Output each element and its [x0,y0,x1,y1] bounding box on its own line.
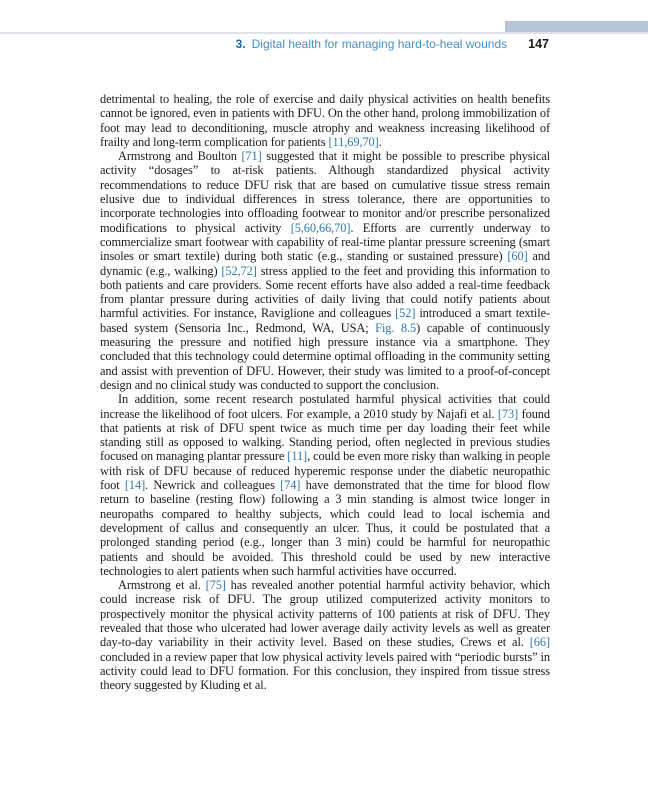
chapter-title: Digital health for managing hard-to-heal wounds [251,37,508,51]
text-run: introduced a smart textile-based system (Sensoria Inc., Redmond, WA, USA; [100,306,550,335]
citation-link[interactable]: [60] [507,249,528,264]
text-run: concluded in a review paper that low physical activity levels paired with “periodic bursts” in activity could lead to DFU formation. For this conclusion, they inspired from tissue stress theory suggested by Kluding et al. [100,649,550,693]
citation-link[interactable]: [52] [395,306,416,321]
text-run: and dynamic (e.g., walking) [100,249,551,278]
header-accent-bar [505,21,648,32]
text-run: . Efforts are currently underway to commercialize smart footwear with capability of real-time plantar pressure screening (smart insoles or smart textile) during both static (e.g., standing or sustained pressure) [100,220,550,264]
citation-link[interactable]: [66] [529,635,550,650]
citation-link[interactable]: Fig. 8.5 [375,320,417,335]
page-number: 147 [528,37,549,51]
text-run: stress applied to the feet and providing this information to both patients and care providers. Some recent efforts have also added a real-time feedback from plantar pressure during activities of daily living that could notify patients about harmful activities. For instance, Raviglione and colleagues [100,263,550,321]
citation-link[interactable]: [14] [124,478,146,493]
text-run: , could be even more risky than walking in people with risk of DFU because of reduced hyperemic response under the diabetic neuropathic foot [100,449,550,493]
text-run: suggested that it might be possible to prescribe physical activity “dosages” to at-risk patients. Although standardized physical activity recommendations to reduce DFU risk that are based on cumulative tissue stress remain elusive due to individual differences in stress tolerance, there are opportunities to incorporate technologies into offloading footwear to monitor and/or prescribe personalized modifications to physical activity [100,149,550,235]
citation-link[interactable]: [52,72] [221,263,257,278]
text-run: . Newrick and colleagues [145,478,281,493]
citation-link[interactable]: [74] [280,478,301,493]
paragraph-3 [100,392,550,578]
citation-link[interactable]: [11,69,70] [328,134,379,149]
text-run: ) capable of continuously measuring the pressure and notified high pressure instance via a smartphone. They concluded that this technology could determine optimal offloading in the community setting and assist with prevention of DFU. However, their study was limited to a proof-of-concept design and no clinical study was conducted to support the conclusion. [100,320,550,392]
paragraph-4 [100,578,550,692]
citation-link[interactable]: [71] [241,149,262,164]
text-run: . [378,134,382,149]
header-rule [0,32,648,34]
text-run: detrimental to healing, the role of exercise and daily physical activities on health benefits cannot be ignored, even in patients with DFU. On the other hand, prolong immobilization of foot may lead to deconditioning, muscle atrophy and weakness increasing likelihood of frailty and long-term complication for patients [100,92,550,149]
citation-link[interactable]: [73] [497,406,519,421]
text-run: has revealed another potential harmful activity behavior, which could increase risk of DFU. The group utilized computerized activity monitors to prospectively monitor the physical activity patterns of 100 patients at risk of DFU. They revealed that those who ulcerated had lower average daily activity levels as well as greater day-to-day variability in their activity level. Based on these studies, Crews et al. [100,578,551,650]
citation-link[interactable]: [75] [205,578,226,593]
paragraph-2 [100,149,550,392]
text-run: Armstrong et al. [118,578,206,593]
paragraph-1 [100,92,550,149]
text-run: have demonstrated that the time for blood flow return to baseline (resting flow) following a 3 min standing is almost twice longer in neuropaths compared to healthy subjects, which could lead to local ischemia and development of callus and consequently an ulcer. Thus, it could be postulated that a prolonged standing period (e.g., longer than 3 min) could be harmful for neuropathic patients and should be avoided. This threshold could be used by new interactive technologies to alert patients when such harmful activities have occurred. [100,478,550,578]
running-header [100,37,549,51]
text-run: Armstrong and Boulton [118,149,242,164]
citation-link[interactable]: [5,60,66,70] [290,220,351,235]
citation-link[interactable]: [11] [287,449,308,464]
chapter-number: 3. [235,37,246,51]
text-run: found that patients at risk of DFU spent twice as much time per day loading their feet while standing still as opposed to walking. Standing period, often neglected in previous studies focused on managing plantar pressure [100,406,550,464]
page-body [100,92,550,692]
text-run: In addition, some recent research postulated harmful physical activities that could increase the likelihood of foot ulcers. For example, a 2010 study by Najafi et al. [100,392,550,421]
